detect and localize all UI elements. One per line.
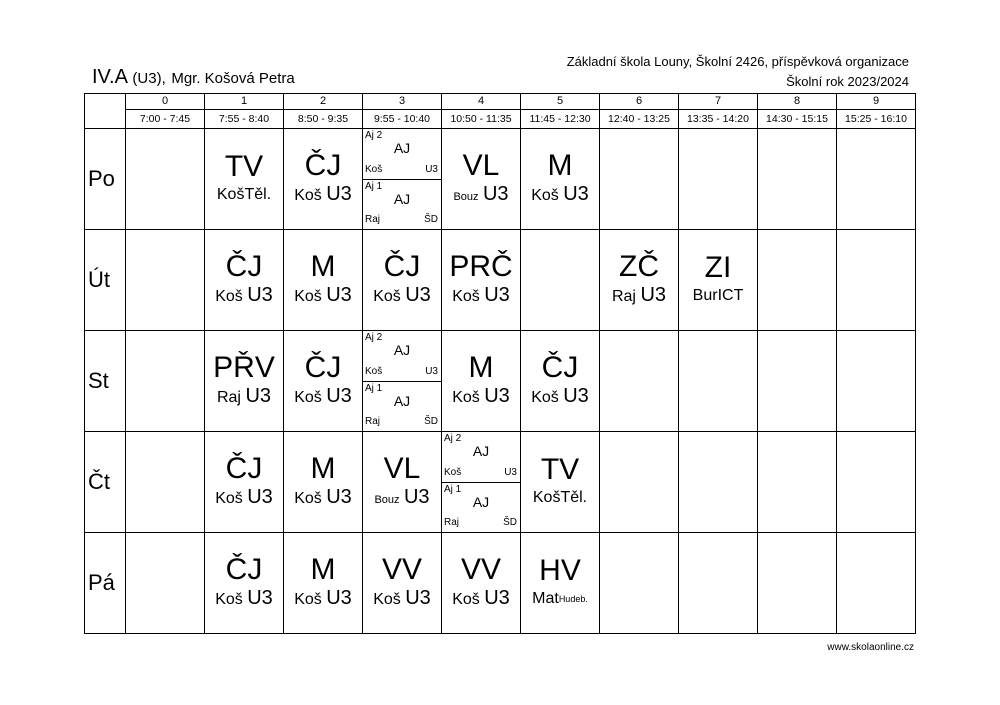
- lesson-details: [284, 182, 362, 208]
- lesson-teacher: Koš: [294, 389, 322, 406]
- group-name: Aj 2: [444, 433, 462, 444]
- lesson-teacher: Raj: [611, 288, 636, 305]
- lesson-subject: ČJ: [225, 250, 263, 283]
- lesson-teacher: Raj: [216, 389, 241, 406]
- group-name: Aj 1: [444, 483, 462, 495]
- lesson: [442, 352, 520, 410]
- class-teacher: Mgr. Košová Petra: [171, 70, 295, 87]
- empty-cell: [600, 331, 679, 432]
- lesson-room: U3: [247, 284, 273, 306]
- empty-cell: [679, 331, 758, 432]
- lesson-cell: [442, 331, 521, 432]
- lesson-cell: [205, 331, 284, 432]
- empty-cell: [521, 230, 600, 331]
- empty-cell: [758, 432, 837, 533]
- lesson-teacher: Koš: [294, 591, 322, 608]
- empty-cell: [758, 230, 837, 331]
- empty-cell: [126, 129, 205, 230]
- lesson-details: [205, 183, 283, 207]
- day-label: Čt: [85, 432, 126, 533]
- lesson-room: U3: [425, 365, 438, 377]
- lesson-cell: [442, 533, 521, 634]
- lesson-cell: [284, 432, 363, 533]
- day-row: [85, 533, 916, 634]
- period-time: 7:00 - 7:45: [126, 110, 205, 129]
- period-time: 12:40 - 13:25: [600, 110, 679, 129]
- lesson-subject: VL: [383, 451, 421, 485]
- empty-cell: [126, 432, 205, 533]
- lesson-subject: ČJ: [225, 452, 263, 485]
- lesson-subject: ZČ: [619, 250, 659, 283]
- lesson-room: U3: [326, 587, 352, 609]
- lesson-cell: [284, 129, 363, 230]
- group-name: Aj 2: [365, 332, 383, 343]
- lesson-subject: ČJ: [304, 149, 342, 182]
- lesson-subject: AJ: [393, 342, 411, 358]
- group-name: Aj 1: [365, 382, 383, 394]
- lesson-cell: [600, 230, 679, 331]
- lesson-cell: [363, 432, 442, 533]
- period-time: 10:50 - 11:35: [442, 110, 521, 129]
- empty-cell: [837, 533, 916, 634]
- empty-cell: [600, 533, 679, 634]
- lesson-teacher: Bouz: [374, 493, 400, 506]
- lesson-details: [600, 283, 678, 309]
- lesson-teacher: Koš: [531, 187, 559, 204]
- lesson-subject: ČJ: [304, 351, 342, 384]
- lesson: [442, 251, 520, 309]
- class-room: (U3),: [132, 70, 166, 87]
- lesson-details: [521, 486, 599, 510]
- lesson-cell: [521, 533, 600, 634]
- lesson-details: [205, 485, 283, 511]
- lesson-teacher: Koš: [373, 288, 401, 305]
- lesson-subject: VL: [462, 148, 500, 182]
- lesson-room: U3: [405, 587, 431, 609]
- period-time: 13:35 - 14:20: [679, 110, 758, 129]
- day-row: [85, 331, 916, 432]
- lesson-teacher: Koš: [373, 591, 401, 608]
- lesson: [284, 352, 362, 410]
- lesson-cell: [284, 533, 363, 634]
- lesson-subject: HV: [539, 554, 581, 587]
- lesson-details: [284, 586, 362, 612]
- lesson-details: [521, 587, 599, 611]
- period-number: 8: [758, 94, 837, 110]
- corner-cell: [85, 94, 126, 129]
- lesson-teacher: Raj: [444, 517, 460, 528]
- lesson-teacher: Raj: [365, 416, 381, 427]
- lesson: [363, 251, 441, 309]
- lesson-room: U3: [326, 284, 352, 306]
- lesson-teacher: Koš: [216, 186, 245, 203]
- period-number: 5: [521, 94, 600, 110]
- lesson-details: [284, 485, 362, 511]
- lesson: [284, 554, 362, 612]
- lesson-teacher: Bur: [692, 287, 718, 304]
- lesson-cell: [442, 230, 521, 331]
- empty-cell: [679, 129, 758, 230]
- lesson: [600, 251, 678, 309]
- lesson: [284, 453, 362, 511]
- period-number: 1: [205, 94, 284, 110]
- lesson-subject: AJ: [472, 443, 490, 459]
- day-row: [85, 432, 916, 533]
- lesson-details: [442, 283, 520, 309]
- lesson-subject: M: [310, 553, 336, 586]
- lesson: [205, 151, 283, 207]
- lesson-details: [363, 283, 441, 309]
- lesson-subject: AJ: [393, 140, 411, 156]
- day-row: [85, 129, 916, 230]
- split-lesson: [363, 331, 441, 431]
- lesson-subject: AJ: [472, 493, 490, 510]
- lesson-room: U3: [640, 284, 667, 306]
- empty-cell: [837, 432, 916, 533]
- lesson-room: U3: [247, 587, 273, 609]
- lesson-subject: M: [547, 149, 573, 182]
- empty-cell: [126, 331, 205, 432]
- lesson-cell: [442, 432, 521, 533]
- lesson-subject: VV: [460, 553, 502, 586]
- lesson: [284, 251, 362, 309]
- split-lesson: [442, 432, 520, 532]
- day-label: Pá: [85, 533, 126, 634]
- lesson-room: U3: [563, 183, 589, 205]
- lesson-teacher: Koš: [531, 389, 559, 406]
- footer-url: www.skolaonline.cz: [827, 642, 914, 653]
- lesson-teacher: Koš: [452, 389, 480, 406]
- school-year: Školní rok 2023/2024: [786, 74, 909, 89]
- group-lesson: [363, 382, 441, 432]
- day-label: Po: [85, 129, 126, 230]
- lesson-cell: [521, 432, 600, 533]
- lesson-cell: [205, 230, 284, 331]
- lesson-teacher: Koš: [215, 288, 243, 305]
- lesson-room: U3: [484, 385, 510, 407]
- lesson-cell: [363, 230, 442, 331]
- lesson-room: U3: [405, 284, 431, 306]
- group-lesson: [363, 331, 441, 382]
- empty-cell: [679, 432, 758, 533]
- lesson: [442, 554, 520, 612]
- lesson-room: U3: [326, 183, 352, 205]
- period-time: 7:55 - 8:40: [205, 110, 284, 129]
- empty-cell: [600, 129, 679, 230]
- empty-cell: [126, 230, 205, 331]
- period-time: 15:25 - 16:10: [837, 110, 916, 129]
- lesson-teacher: Bouz: [453, 190, 479, 203]
- timetable: [84, 93, 916, 634]
- empty-cell: [600, 432, 679, 533]
- period-number: 6: [600, 94, 679, 110]
- lesson: [205, 251, 283, 309]
- day-row: [85, 230, 916, 331]
- empty-cell: [837, 331, 916, 432]
- lesson-room: U3: [484, 284, 510, 306]
- lesson-subject: ČJ: [225, 553, 263, 586]
- lesson-details: [442, 384, 520, 410]
- lesson-room: U3: [563, 385, 589, 407]
- lesson: [205, 453, 283, 511]
- day-label: Út: [85, 230, 126, 331]
- lesson-room: U3: [504, 466, 517, 478]
- lesson-room: Těl.: [244, 186, 272, 203]
- lesson: [363, 554, 441, 612]
- lesson-subject: PŘV: [213, 351, 275, 384]
- lesson-cell: [363, 533, 442, 634]
- lesson-teacher: Koš: [215, 490, 243, 507]
- period-number: 3: [363, 94, 442, 110]
- class-name: IV.A: [92, 66, 127, 88]
- period-number: 0: [126, 94, 205, 110]
- period-number: 7: [679, 94, 758, 110]
- lesson-subject: TV: [540, 453, 580, 486]
- period-number: 9: [837, 94, 916, 110]
- lesson-subject: M: [310, 452, 336, 485]
- lesson-subject: M: [310, 250, 336, 283]
- lesson: [205, 554, 283, 612]
- period-time: 8:50 - 9:35: [284, 110, 363, 129]
- school-name: Základní škola Louny, Školní 2426, příspěvková organizace: [566, 54, 909, 69]
- period-number-row: [85, 94, 916, 110]
- lesson-details: [679, 284, 757, 308]
- empty-cell: [758, 533, 837, 634]
- lesson-subject: AJ: [393, 392, 411, 409]
- lesson-details: [521, 384, 599, 410]
- lesson: [442, 150, 520, 209]
- period-number: 4: [442, 94, 521, 110]
- lesson-room: U3: [425, 163, 438, 175]
- lesson-details: [363, 485, 441, 512]
- lesson-teacher: Koš: [532, 489, 561, 506]
- lesson-room: U3: [245, 385, 272, 407]
- lesson-subject: ČJ: [541, 351, 579, 384]
- lesson-room: Těl.: [560, 489, 588, 506]
- lesson-cell: [205, 432, 284, 533]
- class-title: [92, 66, 295, 89]
- lesson-cell: [205, 129, 284, 230]
- lesson-teacher: Mat: [532, 590, 559, 607]
- lesson-room: ŠD: [503, 517, 517, 528]
- lesson-cell: [284, 230, 363, 331]
- lesson-subject: ZI: [704, 251, 732, 284]
- lesson-room: U3: [484, 587, 510, 609]
- lesson-room: ŠD: [424, 416, 438, 427]
- lesson-cell: [679, 230, 758, 331]
- period-time: 11:45 - 12:30: [521, 110, 600, 129]
- lesson-subject: ČJ: [383, 250, 421, 283]
- lesson-details: [205, 384, 283, 410]
- lesson-teacher: Koš: [444, 466, 462, 478]
- lesson-room: U3: [247, 486, 273, 508]
- group-name: Aj 2: [365, 130, 383, 141]
- lesson-subject: TV: [224, 150, 264, 183]
- lesson-teacher: Raj: [365, 214, 381, 225]
- group-lesson: [442, 483, 520, 533]
- period-number: 2: [284, 94, 363, 110]
- empty-cell: [758, 129, 837, 230]
- lesson-room: U3: [326, 385, 352, 407]
- lesson-teacher: Koš: [452, 288, 480, 305]
- lesson-details: [521, 182, 599, 208]
- group-lesson: [363, 180, 441, 230]
- lesson-room: ICT: [717, 287, 744, 304]
- group-lesson: [442, 432, 520, 483]
- lesson-room: U3: [326, 486, 352, 508]
- lesson: [679, 252, 757, 308]
- lesson: [363, 453, 441, 512]
- lesson-teacher: Koš: [365, 365, 383, 377]
- lesson-details: [442, 586, 520, 612]
- empty-cell: [679, 533, 758, 634]
- lesson: [205, 352, 283, 410]
- lesson: [521, 150, 599, 208]
- lesson-room: Hudeb.: [558, 594, 588, 604]
- group-lesson: [363, 129, 441, 180]
- lesson-cell: [363, 129, 442, 230]
- lesson-cell: [363, 331, 442, 432]
- lesson-details: [442, 182, 520, 209]
- lesson-details: [284, 283, 362, 309]
- lesson-teacher: Koš: [294, 288, 322, 305]
- lesson-room: U3: [403, 485, 430, 508]
- day-label: St: [85, 331, 126, 432]
- lesson-subject: PRČ: [449, 250, 513, 283]
- period-time: 14:30 - 15:15: [758, 110, 837, 129]
- lesson-teacher: Koš: [365, 163, 383, 175]
- lesson-cell: [284, 331, 363, 432]
- lesson-details: [205, 283, 283, 309]
- lesson: [521, 454, 599, 510]
- lesson-teacher: Koš: [215, 591, 243, 608]
- lesson-details: [284, 384, 362, 410]
- lesson-cell: [521, 331, 600, 432]
- lesson-details: [363, 586, 441, 612]
- lesson-subject: M: [468, 351, 494, 384]
- split-lesson: [363, 129, 441, 229]
- lesson-cell: [442, 129, 521, 230]
- lesson-subject: VV: [381, 553, 423, 586]
- group-name: Aj 1: [365, 180, 383, 192]
- lesson-teacher: Koš: [294, 490, 322, 507]
- empty-cell: [837, 230, 916, 331]
- lesson: [521, 352, 599, 410]
- lesson-room: U3: [482, 182, 509, 205]
- empty-cell: [758, 331, 837, 432]
- lesson-cell: [205, 533, 284, 634]
- period-time-row: [85, 110, 916, 129]
- empty-cell: [837, 129, 916, 230]
- period-time: 9:55 - 10:40: [363, 110, 442, 129]
- lesson-room: ŠD: [424, 214, 438, 225]
- lesson: [521, 555, 599, 611]
- lesson-teacher: Koš: [452, 591, 480, 608]
- lesson-cell: [521, 129, 600, 230]
- empty-cell: [126, 533, 205, 634]
- lesson-teacher: Koš: [294, 187, 322, 204]
- lesson-details: [205, 586, 283, 612]
- school-info: [567, 52, 909, 92]
- lesson-subject: AJ: [393, 190, 411, 207]
- lesson: [284, 150, 362, 208]
